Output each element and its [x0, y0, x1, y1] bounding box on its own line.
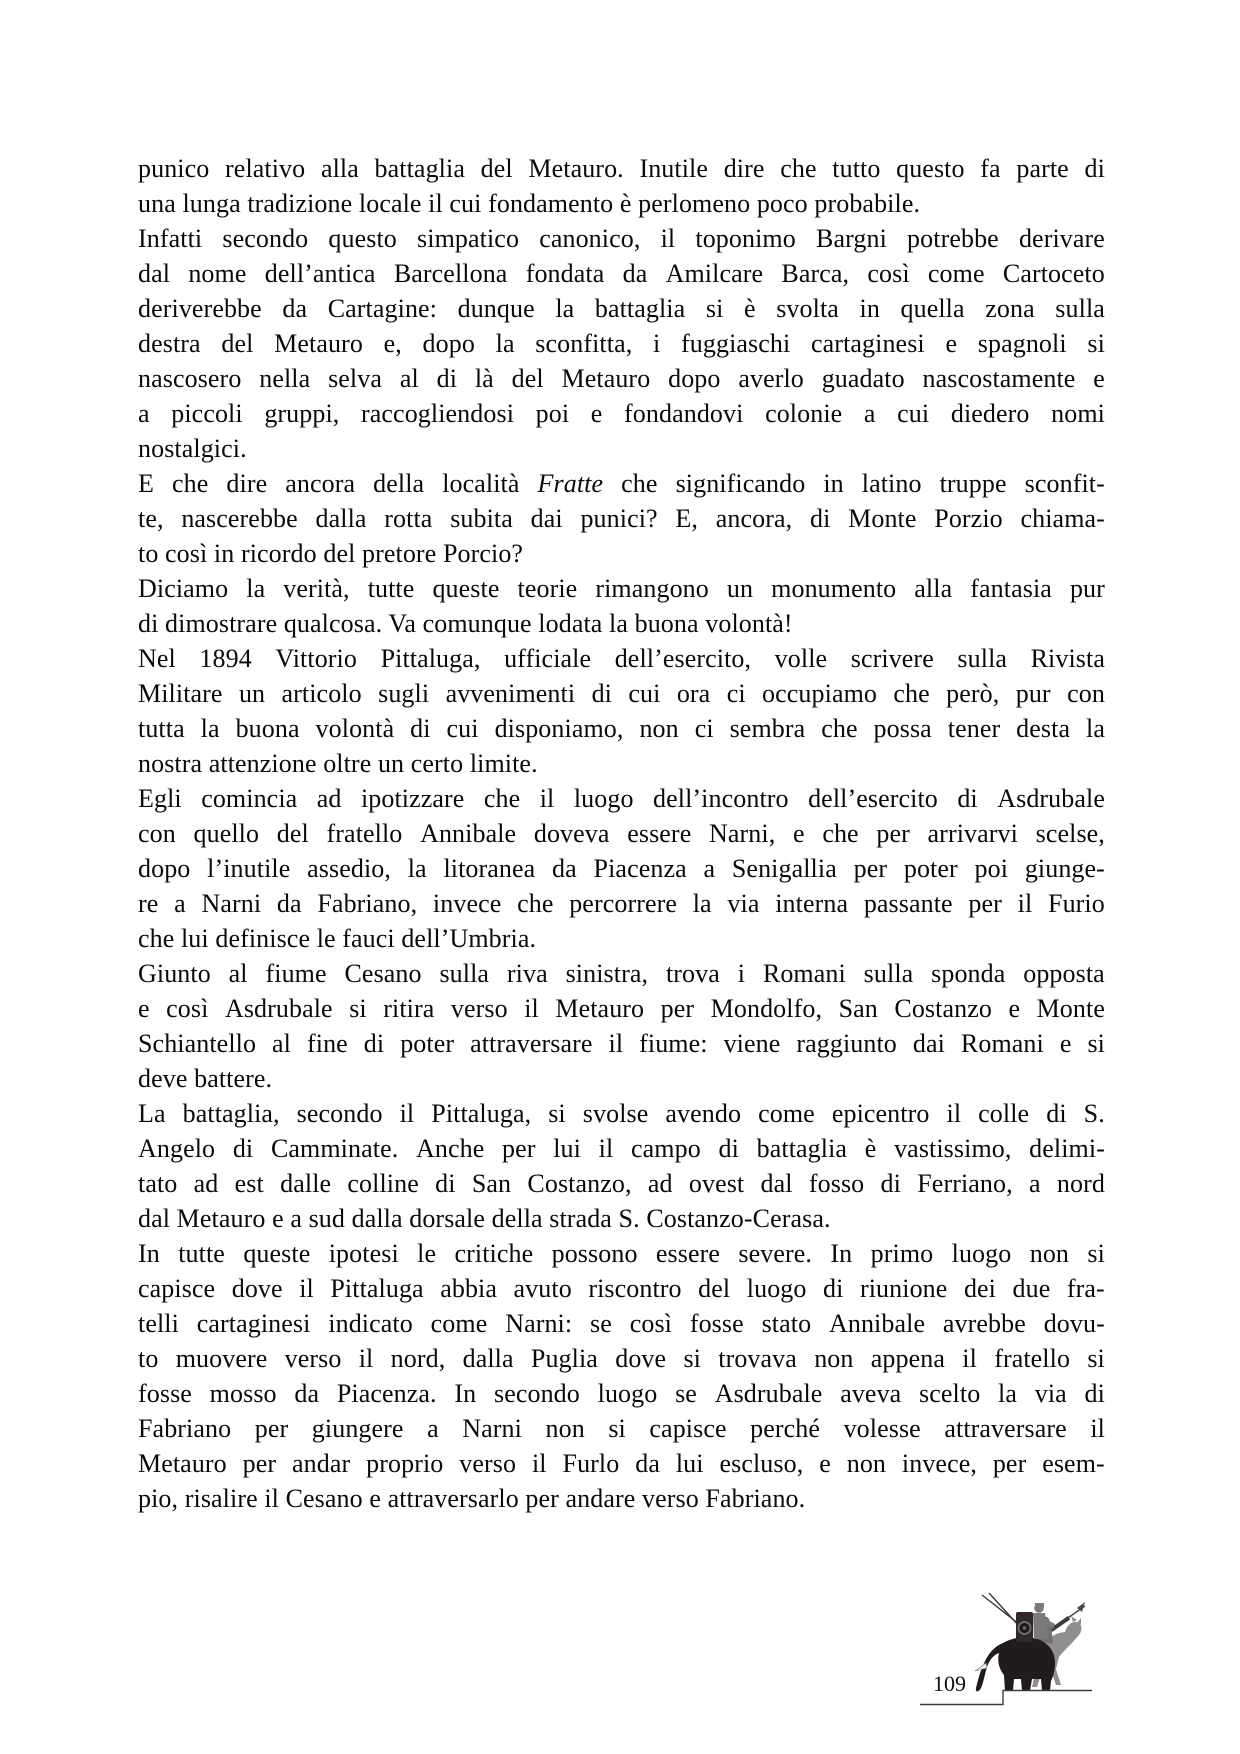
text-line: che lui definisce le fauci dell’Umbria.	[138, 924, 537, 953]
paragraph	[138, 781, 1105, 956]
text-line: Fabriano per giungere a Narni non si capisce perché volesse attraversare il	[138, 1414, 1105, 1443]
paragraph	[138, 466, 1105, 571]
text-line: dal nome dell’antica Barcellona fondata da Amilcare Barca, così come Cartoceto	[138, 259, 1105, 288]
text-line: dopo l’inutile assedio, la litoranea da Piacenza a Senigallia per poter poi giunge-	[138, 854, 1105, 883]
mahout-icon	[1033, 1603, 1055, 1639]
text-line: dal Metauro e a sud dalla dorsale della strada S. Costanzo-Cerasa.	[138, 1204, 831, 1233]
text-line: capisce dove il Pittaluga abbia avuto riscontro del luogo di riunione dei due fra-	[138, 1274, 1105, 1303]
text-line: pio, risalire il Cesano e attraversarlo per andare verso Fabriano.	[138, 1484, 806, 1513]
paragraph	[138, 641, 1105, 781]
text-line: te, nascerebbe dalla rotta subita dai punici? E, ancora, di Monte Porzio chiama-	[138, 504, 1105, 533]
text-line: deve battere.	[138, 1064, 273, 1093]
text-line: nostra attenzione oltre un certo limite.	[138, 749, 538, 778]
text-line: tutta la buona volontà di cui disponiamo, non ci sembra che possa tener desta la	[138, 714, 1105, 743]
lances-icon	[982, 1593, 1033, 1637]
text-line: di dimostrare qualcosa. Va comunque lodata la buona volontà!	[138, 609, 793, 638]
text-line: fosse mosso da Piacenza. In secondo luogo se Asdrubale aveva scelto la via di	[138, 1379, 1105, 1408]
elephant-icon	[975, 1637, 1055, 1691]
horse-icon	[1032, 1616, 1081, 1687]
text-block	[138, 151, 1105, 1516]
text-line: to muovere verso il nord, dalla Puglia dove si trovava non appena il fratello si	[138, 1344, 1105, 1373]
war-elephant-ornament	[973, 1591, 1099, 1701]
paragraph	[138, 956, 1105, 1096]
howdah-icon	[1016, 1612, 1033, 1642]
text-line: Giunto al fiume Cesano sulla riva sinistra, trova i Romani sulla sponda opposta	[138, 959, 1105, 988]
text-line: nascosero nella selva al di là del Metauro dopo averlo guadato nascostamente e	[138, 364, 1105, 393]
text-line: to così in ricordo del pretore Porcio?	[138, 539, 524, 568]
paragraph	[138, 1096, 1105, 1236]
text-line: punico relativo alla battaglia del Metauro. Inutile dire che tutto questo fa parte di	[138, 154, 1105, 183]
spear-icon	[1029, 1602, 1085, 1645]
text-line: In tutte queste ipotesi le critiche possono essere severe. In primo luogo non si	[138, 1239, 1105, 1268]
text-line: Diciamo la verità, tutte queste teorie rimangono un monumento alla fantasia pur	[138, 574, 1105, 603]
text-line: una lunga tradizione locale il cui fondamento è perlomeno poco probabile.	[138, 189, 921, 218]
paragraph	[138, 571, 1105, 641]
text-line: Angelo di Camminate. Anche per lui il campo di battaglia è vastissimo, delimi-	[138, 1134, 1105, 1163]
text-line: Egli comincia ad ipotizzare che il luogo dell’incontro dell’esercito di Asdrubale	[138, 784, 1105, 813]
paragraph	[138, 1236, 1105, 1516]
text-line: destra del Metauro e, dopo la sconfitta, i fuggiaschi cartaginesi e spagnoli si	[138, 329, 1105, 358]
cavalryman-icon	[1041, 1617, 1050, 1626]
text-line: telli cartaginesi indicato come Narni: se così fosse stato Annibale avrebbe dovu-	[138, 1309, 1105, 1338]
text-line: Militare un articolo sugli avvenimenti di cui ora ci occupiamo che però, pur con	[138, 679, 1105, 708]
text-line: nostalgici.	[138, 434, 247, 463]
text-line: E che dire ancora della località Fratte che significando in latino truppe sconfit-	[138, 469, 1105, 498]
page-number: 109	[933, 1671, 966, 1696]
text-line: re a Narni da Fabriano, invece che percorrere la via interna passante per il Furio	[138, 889, 1105, 918]
footer-rule	[915, 1685, 1100, 1710]
text-line: Infatti secondo questo simpatico canonico, il toponimo Bargni potrebbe derivare	[138, 224, 1105, 253]
paragraph	[138, 151, 1105, 221]
text-line: deriverebbe da Cartagine: dunque la battaglia si è svolta in quella zona sulla	[138, 294, 1105, 323]
text-line: con quello del fratello Annibale doveva essere Narni, e che per arrivarvi scelse,	[138, 819, 1105, 848]
text-line: tato ad est dalle colline di San Costanzo, ad ovest dal fosso di Ferriano, a nord	[138, 1169, 1105, 1198]
text-line: Schiantello al fine di poter attraversare il fiume: viene raggiunto dai Romani e si	[138, 1029, 1105, 1058]
text-line: Nel 1894 Vittorio Pittaluga, ufficiale dell’esercito, volle scrivere sulla Rivista	[138, 644, 1105, 673]
text-line: La battaglia, secondo il Pittaluga, si svolse avendo come epicentro il colle di S.	[138, 1099, 1105, 1128]
text-line: Metauro per andar proprio verso il Furlo da lui escluso, e non invece, per esem-	[138, 1449, 1105, 1478]
text-line: a piccoli gruppi, raccogliendosi poi e fondandovi colonie a cui diedero nomi	[138, 399, 1105, 428]
paragraph	[138, 221, 1105, 466]
text-line: e così Asdrubale si ritira verso il Metauro per Mondolfo, San Costanzo e Monte	[138, 994, 1105, 1023]
